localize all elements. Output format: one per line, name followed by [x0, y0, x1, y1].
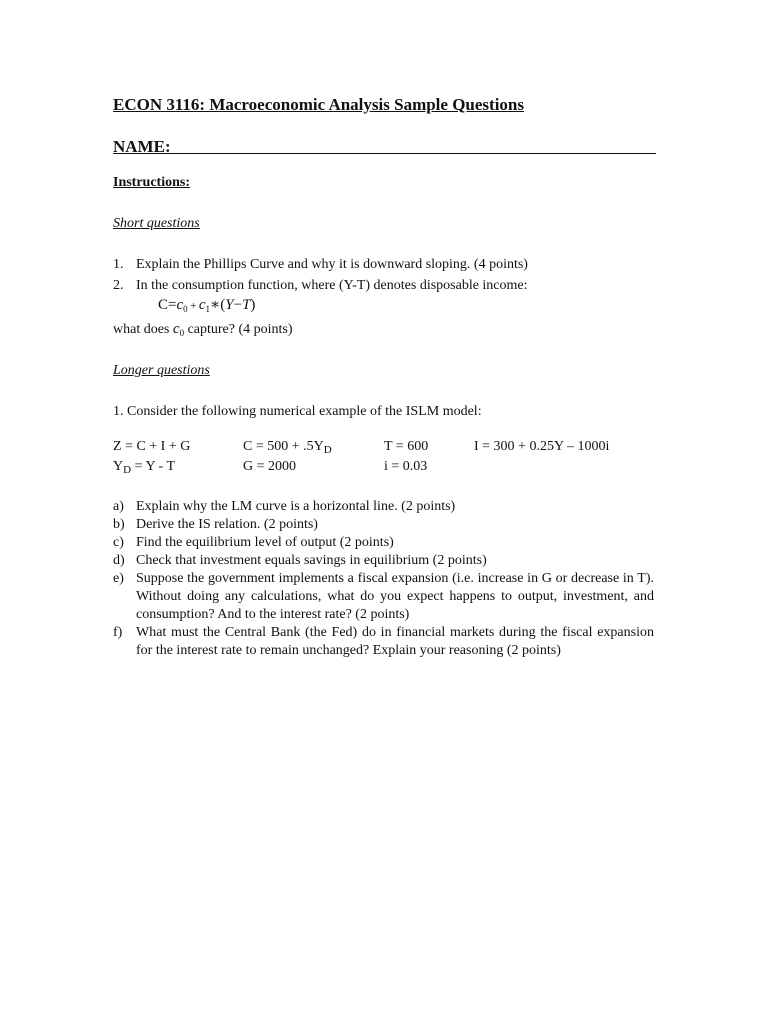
eq-interest-rate: i = 0.03 [384, 459, 428, 474]
eq-taxes: T = 600 [384, 439, 429, 454]
list-item: e) Suppose the government implements a fiscal expansion (i.e. increase in G or decrease in T). Without doing any calculations, what do you expect happens to output, investment, and consumption? And to the interest rate? (2 points) [113, 571, 654, 622]
short-question-1 [113, 258, 124, 272]
question-number: 1. [113, 257, 124, 272]
eq-consumption: $C = 500 + .5Y_D$ [243, 439, 332, 456]
eq-z: Z = C + I + G [113, 439, 191, 454]
question-number: 2. [113, 278, 124, 293]
name-underline [113, 153, 656, 154]
short-question-2-followup: what does $c_0$ capture? (4 points) [113, 321, 293, 338]
list-item: b) Derive the IS relation. (2 points) [113, 517, 318, 532]
short-questions-heading: Short questions [113, 216, 200, 231]
question-parts-list [113, 498, 654, 660]
consumption-equation: $C=c_0$ + $c_1∗(Y-T)$ [158, 297, 256, 314]
eq-disposable-income: $Y_D = Y - T$ [113, 459, 176, 476]
list-item: f) What must the Central Bank (the Fed) do in financial markets during the fiscal expansion for the interest rate to remain unchanged? Explain your reasoning (2 points) [113, 625, 654, 658]
list-item: c) Find the equilibrium level of output (2 points) [113, 535, 394, 550]
eq-government: G = 2000 [243, 459, 297, 474]
document-title: ECON 3116: Macroeconomic Analysis Sample Questions [113, 95, 524, 114]
list-item: d) Check that investment equals savings in equilibrium (2 points) [113, 553, 487, 568]
eq-investment: I = 300 + 0.25Y – 1000i [474, 439, 610, 454]
name-label: NAME: [113, 137, 171, 156]
islm-intro: 1. Consider the following numerical example of the ISLM model: [113, 404, 482, 419]
instructions-label: Instructions: [113, 175, 191, 190]
short-question-2-text: In the consumption function, where (Y-T) denotes disposable income: [136, 278, 528, 293]
short-question-1-text: Explain the Phillips Curve and why it is downward sloping. (4 points) [136, 257, 528, 272]
list-item: a) Explain why the LM curve is a horizontal line. (2 points) [113, 499, 456, 514]
longer-questions-heading: Longer questions [113, 363, 210, 378]
